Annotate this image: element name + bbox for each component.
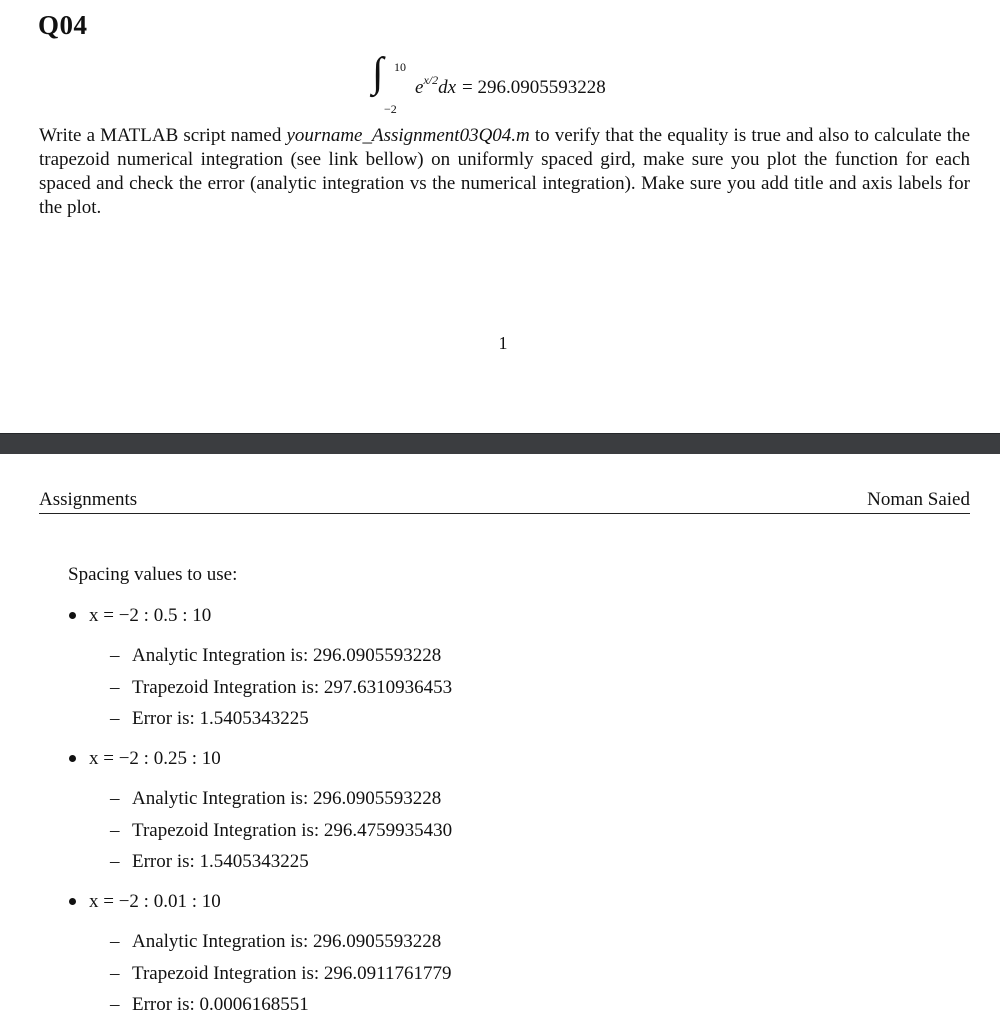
- question-title: Q04: [38, 10, 88, 40]
- result-line-text: Error is: 1.5405343225: [132, 851, 309, 872]
- result-line: [110, 930, 968, 962]
- running-header: [39, 489, 970, 514]
- spacing-range-label: x = −2 : 0.01 : 10: [89, 891, 221, 912]
- result-line: [110, 850, 968, 882]
- result-line-text: Analytic Integration is: 296.0905593228: [132, 645, 442, 666]
- header-author: Noman Saied: [867, 489, 970, 510]
- integral-result: = 296.0905593228: [462, 77, 606, 98]
- result-line-text: Error is: 0.0006168551: [132, 994, 309, 1015]
- spacing-list: [67, 604, 947, 1033]
- integral-upper-limit: 10: [394, 60, 406, 74]
- dash-icon: –: [110, 645, 120, 666]
- spacing-item: [67, 890, 947, 1033]
- result-line: [110, 644, 968, 676]
- spacing-item: [67, 604, 947, 747]
- result-line: [110, 707, 968, 739]
- assignment-description: [39, 124, 970, 220]
- result-line-text: Error is: 1.5405343225: [132, 708, 309, 729]
- result-line: [110, 993, 968, 1025]
- description-text-start: Write a MATLAB script named: [39, 125, 287, 146]
- header-left-title: Assignments: [39, 489, 138, 510]
- result-line-text: Analytic Integration is: 296.0905593228: [132, 788, 442, 809]
- result-list: [110, 644, 968, 739]
- dash-icon: –: [110, 962, 120, 984]
- result-line-text: Trapezoid Integration is: 297.6310936453: [132, 676, 453, 698]
- page-number: 1: [498, 333, 508, 353]
- integrand-exponent: x/2: [423, 73, 439, 87]
- dash-icon: –: [110, 708, 120, 729]
- integral-lower-limit: −2: [384, 102, 397, 116]
- dash-icon: –: [110, 676, 120, 698]
- result-list: [110, 930, 968, 1025]
- spacing-range-label: x = −2 : 0.25 : 10: [89, 748, 221, 769]
- dash-icon: –: [110, 788, 120, 809]
- integrand-differential: dx: [438, 77, 457, 98]
- spacing-intro: Spacing values to use:: [68, 564, 238, 585]
- integral-sign: ∫: [372, 50, 384, 96]
- result-line: [110, 676, 968, 708]
- result-line: [110, 819, 968, 851]
- integrand-base: e: [415, 77, 424, 98]
- result-line: [110, 962, 968, 994]
- bullet-dot-icon: [69, 755, 76, 762]
- spacing-item: [67, 747, 947, 890]
- dash-icon: –: [110, 931, 120, 952]
- bullet-dot-icon: [69, 612, 76, 619]
- description-text-end: to verify that the equality is true and also to calculate the trapezoid numerical integration (see link bellow) on uniformly spaced gird, make sure you plot the function for each spaced and check the error (analytic integration vs the numerical integration). Make sure you add title and axis labels for the plot.: [39, 125, 970, 218]
- dash-icon: –: [110, 819, 120, 841]
- result-line-text: Trapezoid Integration is: 296.4759935430: [132, 819, 453, 841]
- dash-icon: –: [110, 994, 120, 1015]
- spacing-range-label: x = −2 : 0.5 : 10: [89, 605, 212, 626]
- page-one: [0, 0, 1000, 433]
- result-line-text: Analytic Integration is: 296.0905593228: [132, 931, 442, 952]
- result-line: [110, 787, 968, 819]
- result-line-text: Trapezoid Integration is: 296.0911761779: [132, 962, 452, 984]
- dash-icon: –: [110, 851, 120, 872]
- bullet-dot-icon: [69, 898, 76, 905]
- integrand: [415, 73, 606, 99]
- page-separator: [0, 433, 1000, 454]
- result-list: [110, 787, 968, 882]
- script-filename: yourname_Assignment03Q04.m: [286, 125, 530, 146]
- page-two: [0, 454, 1000, 1024]
